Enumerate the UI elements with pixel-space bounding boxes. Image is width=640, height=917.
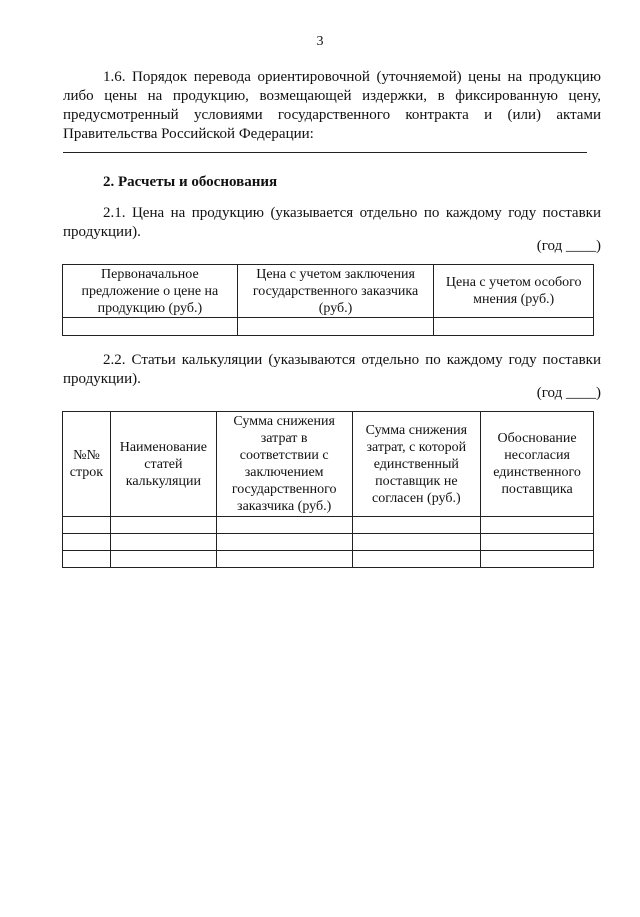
section-2-2-text: 2.2. Статьи калькуляции (указываются отдельно по каждому году поставки продукции). [63, 352, 601, 387]
table-cell [216, 517, 352, 534]
table-cell [481, 517, 594, 534]
table-header-cell: Цена с учетом особого мнения (руб.) [434, 265, 594, 318]
section-1-6-text: 1.6. Порядок перевода ориентировочной (уточняемой) цены на продукцию либо цены на продукцию, возмещающей издержки, в фиксированную цену, предусмотренный условиями государственного контракта и (или) актами Правительства Российской Федерации: [63, 69, 601, 142]
table-cell [110, 517, 216, 534]
section-2-1-text: 2.1. Цена на продукцию (указывается отдельно по каждому году поставки продукции). [63, 205, 601, 240]
table-cell [110, 551, 216, 568]
table-header-row [63, 265, 594, 318]
price-table [62, 264, 594, 336]
fill-in-line [63, 152, 587, 153]
table-cell [63, 318, 238, 336]
table-header-cell: Сумма снижения затрат, с которой единственный поставщик не согласен (руб.) [352, 412, 481, 517]
year-label: (год ____) [536, 238, 601, 254]
table-header-cell: Наименование статей калькуляции [110, 412, 216, 517]
table-header-cell: Цена с учетом заключения государственного заказчика (руб.) [237, 265, 434, 318]
table-row [63, 318, 594, 336]
table-cell [63, 517, 111, 534]
table-cell [216, 534, 352, 551]
table-header-cell: №№ строк [63, 412, 111, 517]
table-cell [110, 534, 216, 551]
table-cell [481, 551, 594, 568]
year-label: (год ____) [536, 385, 601, 401]
table-cell [352, 534, 481, 551]
table-header-row [63, 412, 594, 517]
table-cell [237, 318, 434, 336]
table-cell [481, 534, 594, 551]
table-header-cell: Обоснование несогласия единственного поставщика [481, 412, 594, 517]
table-cell [63, 551, 111, 568]
table-header-cell: Первоначальное предложение о цене на продукцию (руб.) [63, 265, 238, 318]
cost-items-table [62, 411, 594, 568]
table-row [63, 551, 594, 568]
table-cell [434, 318, 594, 336]
table-row [63, 534, 594, 551]
table-cell [352, 551, 481, 568]
table-cell [63, 534, 111, 551]
table-cell [216, 551, 352, 568]
table-cell [352, 517, 481, 534]
section-2-heading: 2. Расчеты и обоснования [103, 174, 278, 190]
page-number: 3 [316, 34, 324, 49]
table-header-cell: Сумма снижения затрат в соответствии с заключением государственного заказчика (руб.) [216, 412, 352, 517]
table-row [63, 517, 594, 534]
